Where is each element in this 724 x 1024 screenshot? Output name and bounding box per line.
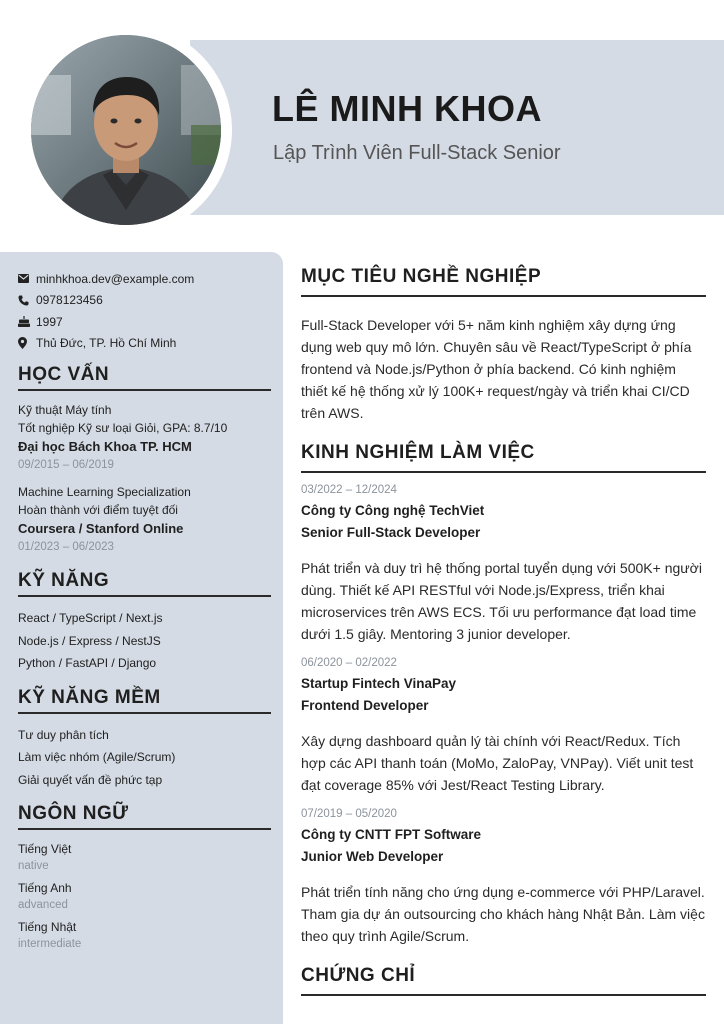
candidate-title: Lập Trình Viên Full-Stack Senior: [273, 142, 561, 164]
phone-icon: [18, 295, 36, 306]
job-period: 07/2019 – 05/2020: [301, 808, 397, 820]
job-description: Xây dựng dashboard quản lý tài chính với React/Redux. Tích hợp các API thanh toán (MoMo, ZaloPay, VNPay). Viết unit test đạt coverage 85% với Jest/React Testing Library.: [301, 733, 694, 793]
education-period: 01/2023 – 06/2023: [18, 541, 114, 553]
language-item: [18, 879, 271, 914]
profile-photo: [31, 35, 221, 225]
soft-skill-item: Tư duy phân tích: [18, 727, 109, 742]
experience-item: [301, 657, 706, 796]
job-position: Junior Web Developer: [301, 848, 444, 864]
job-company: Startup Fintech VinaPay: [301, 676, 457, 691]
education-detail: Tốt nghiệp Kỹ sư loại Giỏi, GPA: 8.7/10: [18, 421, 228, 435]
soft-skill-item: Giải quyết vấn đề phức tạp: [18, 772, 163, 787]
education-field: Kỹ thuật Máy tính: [18, 403, 112, 417]
experience-heading: KINH NGHIỆM LÀM VIỆC: [301, 442, 706, 473]
contact-location-text: Thủ Đức, TP. Hồ Chí Minh: [36, 336, 177, 351]
education-school: Đại học Bách Khoa TP. HCM: [18, 439, 192, 454]
contact-email-text: minhkhoa.dev@example.com: [36, 271, 195, 286]
soft-skills-heading: KỸ NĂNG MỀM: [18, 687, 271, 714]
skill-item: React / TypeScript / Next.js: [18, 611, 163, 625]
skills-heading: KỸ NĂNG: [18, 570, 271, 597]
education-item: [18, 483, 271, 556]
job-period: 06/2020 – 02/2022: [301, 657, 397, 669]
contact-birth-year: [18, 311, 271, 333]
education-field: Machine Learning Specialization: [18, 485, 191, 499]
location-pin-icon: [18, 337, 36, 349]
job-position: Senior Full-Stack Developer: [301, 524, 481, 540]
candidate-name: LÊ MINH KHOA: [272, 88, 542, 129]
education-item: [18, 401, 271, 474]
language-name: Tiếng Nhật: [18, 920, 77, 934]
language-level: advanced: [18, 899, 68, 911]
contact-birth-year-text: 1997: [36, 314, 63, 329]
job-period: 03/2022 – 12/2024: [301, 484, 397, 496]
job-company: Công ty CNTT FPT Software: [301, 827, 481, 842]
job-description: Phát triển và duy trì hệ thống portal tuyển dụng với 500K+ người dùng. Thiết kế API RESTful với Node.js/Express, triển khai microservices trên AWS ECS. Tối ưu performance đạt load time dưới 1.5 giây. Mentoring 3 junior developer.: [301, 560, 702, 642]
education-period: 09/2015 – 06/2019: [18, 459, 114, 471]
main-content: [301, 266, 706, 996]
language-level: intermediate: [18, 938, 82, 950]
mail-icon: [18, 274, 36, 283]
contact-location: [18, 333, 271, 355]
language-item: [18, 918, 271, 953]
soft-skill-item: Làm việc nhóm (Agile/Scrum): [18, 750, 176, 764]
contact-email[interactable]: [18, 268, 271, 290]
language-item: [18, 840, 271, 875]
experience-item: [301, 808, 706, 947]
education-heading: HỌC VẤN: [18, 364, 271, 391]
contact-phone[interactable]: [18, 290, 271, 312]
language-name: Tiếng Anh: [18, 881, 72, 895]
profile-photo-icon: [31, 35, 221, 225]
contact-list: [18, 268, 271, 354]
skill-item: Python / FastAPI / Django: [18, 656, 157, 670]
certificates-heading: CHỨNG CHỈ: [301, 965, 706, 996]
birthday-cake-icon: [18, 316, 36, 327]
education-school: Coursera / Stanford Online: [18, 521, 184, 536]
skill-item: Node.js / Express / NestJS: [18, 633, 161, 648]
contact-phone-text: 0978123456: [36, 293, 103, 308]
language-name: Tiếng Việt: [18, 842, 72, 856]
job-position: Frontend Developer: [301, 697, 429, 713]
sidebar: [0, 252, 283, 1024]
job-description: Phát triển tính năng cho ứng dụng e-commerce với PHP/Laravel. Tham gia dự án outsourcing cho khách hàng Nhật Bản. Làm việc theo quy trình Agile/Scrum.: [301, 884, 705, 944]
objective-text: Full-Stack Developer với 5+ năm kinh nghiệm xây dựng ứng dụng web quy mô lớn. Chuyên sâu về React/TypeScript ở phía frontend và Node.js/Python ở phía backend. Có kinh nghiệm thiết kế hệ thống xử lý 100K+ request/ngày và triển khai CI/CD trên AWS.: [301, 317, 692, 421]
experience-item: [301, 484, 706, 645]
language-level: native: [18, 860, 49, 872]
objective-heading: MỤC TIÊU NGHỀ NGHIỆP: [301, 266, 706, 297]
job-company: Công ty Công nghệ TechViet: [301, 503, 485, 518]
education-detail: Hoàn thành với điểm tuyệt đối: [18, 503, 178, 517]
languages-heading: NGÔN NGỮ: [18, 803, 271, 830]
